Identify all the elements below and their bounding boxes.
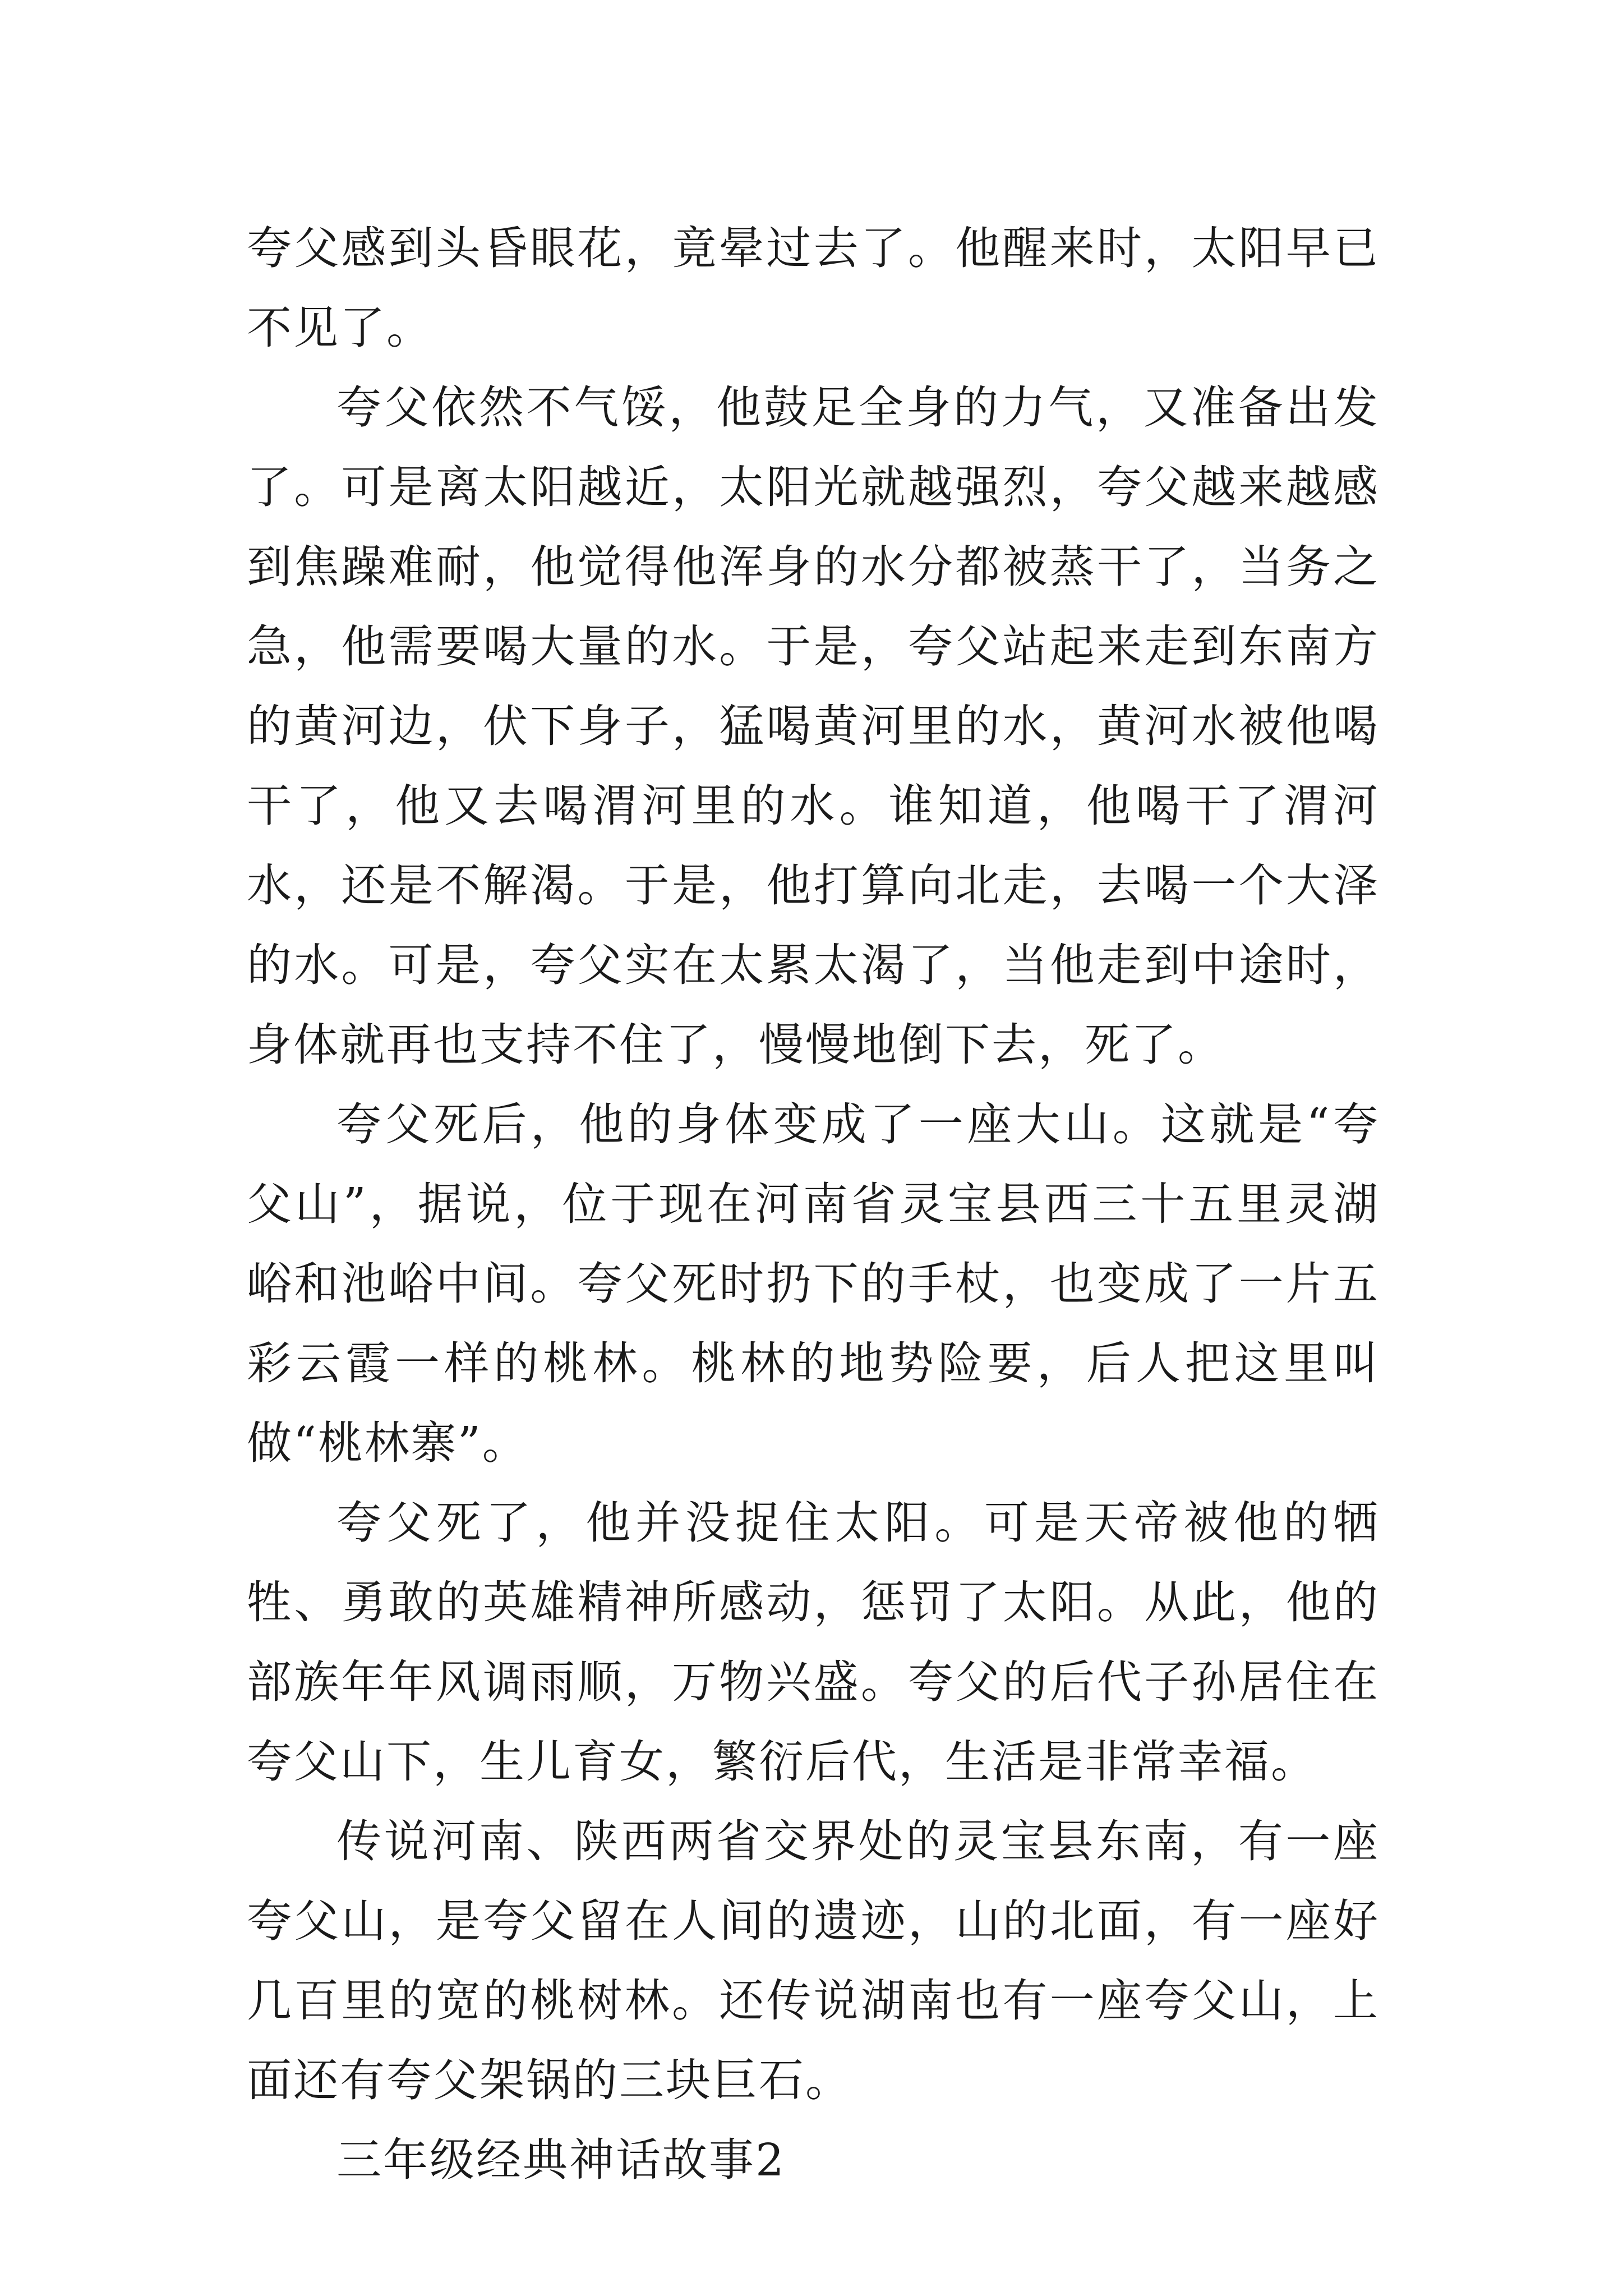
paragraph: 夸父死了，他并没捉住太阳。可是天帝被他的牺牲、勇敢的英雄精神所感动，惩罚了太阳。从此，他的部族年年风调雨顺，万物兴盛。夸父的后代子孙居住在夸父山下，生儿育女，繁衍后代，生活是非常幸福。 bbox=[247, 1497, 1380, 1788]
paragraph-continuation: 夸父感到头昏眼花，竟晕过去了。他醒来时，太阳早已不见了。 bbox=[247, 222, 1380, 354]
body-text bbox=[247, 209, 1380, 2200]
paragraph: 夸父死后，他的身体变成了一座大山。这就是“夸父山”，据说，位于现在河南省灵宝县西三十五里灵湖峪和池峪中间。夸父死时扔下的手杖，也变成了一片五彩云霞一样的桃林。桃林的地势险要，后人把这里叫做“桃林寨”。 bbox=[247, 1098, 1380, 1469]
paragraph: 夸父依然不气馁，他鼓足全身的力气，又准备出发了。可是离太阳越近，太阳光就越强烈，夸父越来越感到焦躁难耐，他觉得他浑身的水分都被蒸干了，当务之急，他需要喝大量的水。于是，夸父站起来走到东南方的黄河边，伏下身子，猛喝黄河里的水，黄河水被他喝干了，他又去喝渭河里的水。谁知道，他喝干了渭河水，还是不解渴。于是，他打算向北走，去喝一个大泽的水。可是，夸父实在太累太渴了，当他走到中途时，身体就再也支持不住了，慢慢地倒下去，死了。 bbox=[247, 381, 1380, 1071]
paragraph: 传说河南、陕西两省交界处的灵宝县东南，有一座夸父山，是夸父留在人间的遗迹，山的北面，有一座好几百里的宽的桃树林。还传说湖南也有一座夸父山，上面还有夸父架锅的三块巨石。 bbox=[247, 1815, 1380, 2106]
section-heading: 三年级经典神话故事2 bbox=[336, 2134, 786, 2186]
